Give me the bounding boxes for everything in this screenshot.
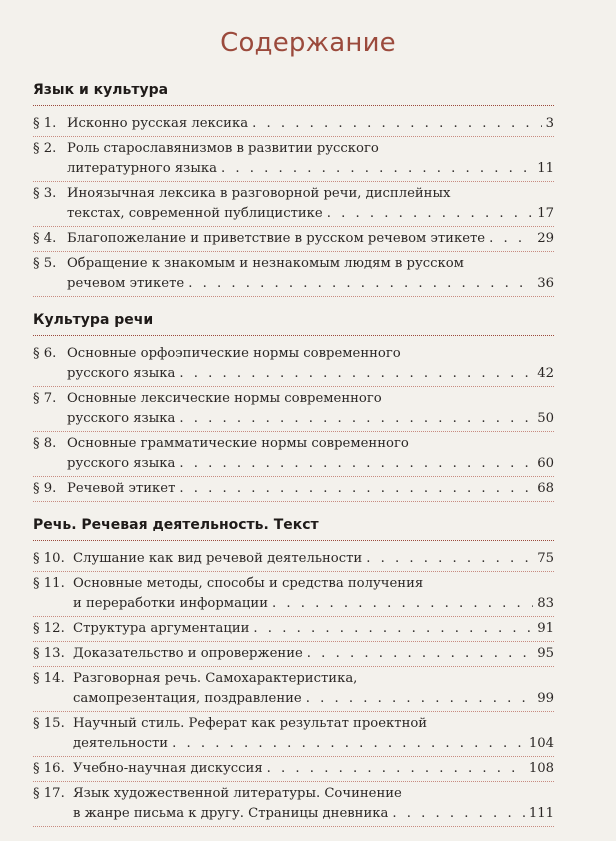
page-number: 11	[537, 161, 554, 176]
section-heading: Речь. Речевая деятельность. Текст	[33, 516, 554, 541]
toc-entry[interactable]	[33, 139, 554, 182]
page-number: 68	[537, 481, 554, 496]
toc-entry[interactable]	[33, 389, 554, 432]
entry-number: § 3.	[33, 186, 57, 201]
page-number: 111	[528, 806, 554, 821]
leader-dots	[267, 759, 525, 779]
entry-title-line: Основные орфоэпические нормы современного	[67, 346, 401, 361]
entry-number: § 12.	[33, 621, 65, 636]
leader-dots	[252, 114, 542, 134]
entry-title-line: Благопожелание и приветствие в русском речевом этикете	[67, 231, 486, 246]
leader-dots	[327, 204, 534, 224]
entry-title-line: речевом этикете	[67, 276, 185, 291]
entry-number: § 17.	[33, 786, 65, 801]
page-number: 108	[528, 761, 554, 776]
entry-number: § 13.	[33, 646, 65, 661]
entry-title-line: литературного языка	[67, 161, 217, 176]
page-number: 50	[537, 411, 554, 426]
entry-number: § 14.	[33, 671, 65, 686]
leader-dots	[392, 804, 524, 824]
entry-title-line: деятельности	[73, 736, 169, 751]
entry-title-line: в жанре письма к другу. Страницы дневника	[73, 806, 389, 821]
leader-dots	[253, 619, 533, 639]
entry-title-line: Разговорная речь. Самохарактеристика,	[73, 671, 358, 686]
entry-title-line: русского языка	[67, 456, 176, 471]
toc-entry[interactable]	[33, 184, 554, 227]
toc-entry[interactable]	[33, 669, 554, 712]
toc-entry[interactable]	[33, 619, 554, 642]
entry-title-line: русского языка	[67, 366, 176, 381]
entry-title-line: Роль старославянизмов в развитии русского	[67, 141, 379, 156]
section-heading: Культура речи	[33, 311, 554, 336]
leader-dots	[272, 594, 533, 614]
page-number: 36	[537, 276, 554, 291]
entry-title-line: Структура аргументации	[73, 621, 250, 636]
toc-entry[interactable]	[33, 114, 554, 137]
leader-dots	[179, 409, 533, 429]
toc-entry[interactable]	[33, 759, 554, 782]
leader-dots	[489, 229, 533, 249]
toc-entry[interactable]	[33, 549, 554, 572]
toc-entry[interactable]	[33, 644, 554, 667]
page-number: 3	[545, 116, 554, 131]
page-number: 83	[537, 596, 554, 611]
entry-title-line: Иноязычная лексика в разговорной речи, дисплейных	[67, 186, 451, 201]
entry-number: § 2.	[33, 141, 57, 156]
entry-number: § 9.	[33, 481, 57, 496]
entry-number: § 16.	[33, 761, 65, 776]
toc-entry[interactable]	[33, 254, 554, 297]
entry-number: § 1.	[33, 116, 57, 131]
leader-dots	[188, 274, 533, 294]
toc-entry[interactable]	[33, 229, 554, 252]
page-number: 42	[537, 366, 554, 381]
entry-title-line: Основные лексические нормы современного	[67, 391, 382, 406]
entry-number: § 5.	[33, 256, 57, 271]
entry-title-line: Обращение к знакомым и незнакомым людям в русском	[67, 256, 464, 271]
toc-entry[interactable]	[33, 784, 554, 827]
entry-number: § 4.	[33, 231, 57, 246]
page-number: 29	[537, 231, 554, 246]
entry-title-line: русского языка	[67, 411, 176, 426]
toc-entry[interactable]	[33, 714, 554, 757]
toc-section	[33, 516, 554, 827]
entry-title-line: Язык художественной литературы. Сочинение	[73, 786, 402, 801]
entry-title-line: текстах, современной публицистике	[67, 206, 323, 221]
entry-number: § 7.	[33, 391, 57, 406]
page-number: 95	[537, 646, 554, 661]
page-number: 99	[537, 691, 554, 706]
table-of-contents	[33, 75, 554, 841]
leader-dots	[179, 454, 533, 474]
leader-dots	[179, 364, 533, 384]
leader-dots	[179, 479, 533, 499]
entry-title-line: Слушание как вид речевой деятельности	[73, 551, 363, 566]
entry-title-line: Основные методы, способы и средства получения	[73, 576, 424, 591]
leader-dots	[306, 689, 533, 709]
page-number: 17	[537, 206, 554, 221]
entry-number: § 8.	[33, 436, 57, 451]
leader-dots	[366, 549, 533, 569]
page-number: 60	[537, 456, 554, 471]
toc-section	[33, 81, 554, 297]
toc-section	[33, 311, 554, 502]
entry-number: § 11.	[33, 576, 65, 591]
leader-dots	[221, 159, 533, 179]
section-heading: Язык и культура	[33, 81, 554, 106]
entry-title-line: Исконно русская лексика	[67, 116, 249, 131]
page-number: 75	[537, 551, 554, 566]
page-number: 104	[528, 736, 554, 751]
entry-title-line: Основные грамматические нормы современного	[67, 436, 409, 451]
entry-title-line: самопрезентация, поздравление	[73, 691, 302, 706]
entry-title-line: и переработки информации	[73, 596, 268, 611]
page-title: Содержание	[220, 28, 396, 58]
entry-number: § 10.	[33, 551, 65, 566]
leader-dots	[307, 644, 533, 664]
leader-dots	[172, 734, 525, 754]
toc-entry[interactable]	[33, 479, 554, 502]
page-number: 91	[537, 621, 554, 636]
entry-title-line: Доказательство и опровержение	[73, 646, 303, 661]
entry-number: § 6.	[33, 346, 57, 361]
entry-number: § 15.	[33, 716, 65, 731]
entry-title-line: Речевой этикет	[67, 481, 176, 496]
toc-entry[interactable]	[33, 574, 554, 617]
toc-entry[interactable]	[33, 344, 554, 387]
toc-entry[interactable]	[33, 434, 554, 477]
entry-title-line: Научный стиль. Реферат как результат проектной	[73, 716, 428, 731]
entry-title-line: Учебно-научная дискуссия	[73, 761, 263, 776]
